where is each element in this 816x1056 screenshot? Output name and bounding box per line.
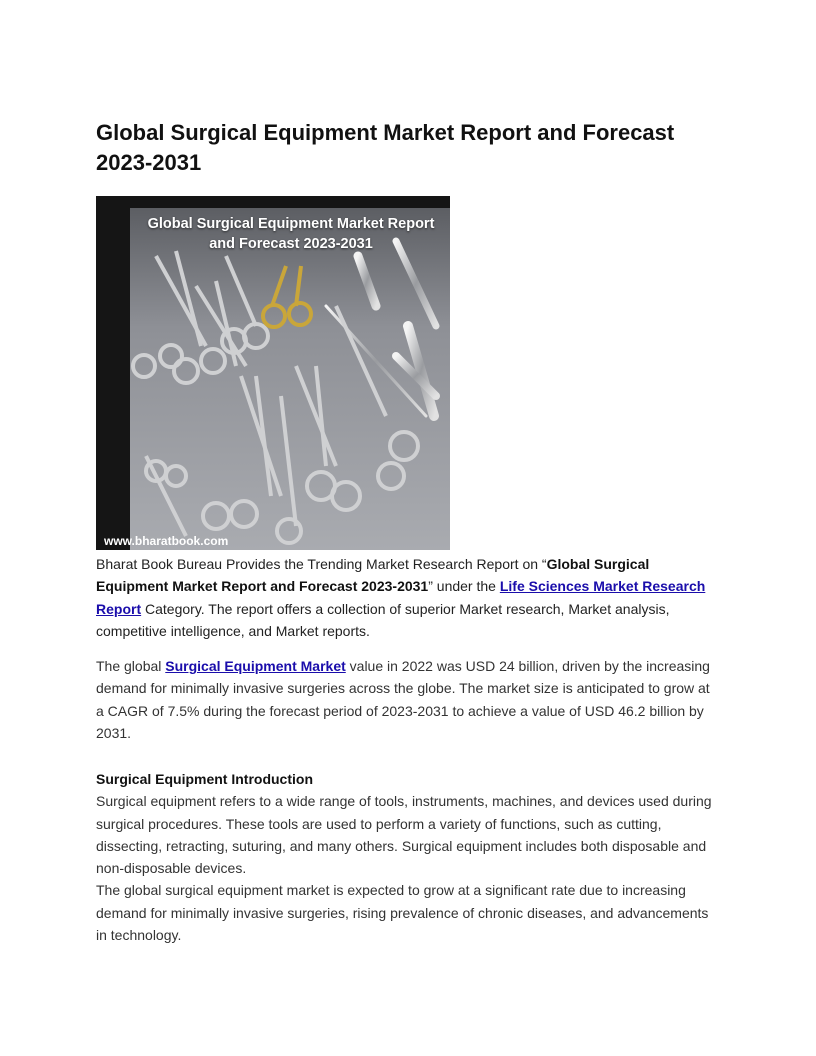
life-sciences-category-link[interactable]: Life Sciences Market Research Report [96, 578, 706, 617]
market-paragraph [96, 655, 720, 744]
page-title: Global Surgical Equipment Market Report and Forecast 2023-2031 [96, 120, 675, 175]
hero-image [96, 196, 450, 550]
hero-watermark: www.bharatbook.com [104, 534, 229, 548]
introduction-section [96, 768, 720, 946]
intro-report-title: Global Surgical Equipment Market Report and Forecast 2023-2031 [96, 556, 650, 595]
intro-paragraph [96, 553, 720, 642]
intro-text-2: ” under the [428, 578, 500, 595]
market-text-1: The global [96, 658, 166, 674]
intro-text-1: Bharat Book Bureau Provides the Trending Market Research Report on “ [96, 556, 547, 572]
surgical-equipment-market-link[interactable]: Surgical Equipment Market [165, 658, 346, 674]
intro-text-3: Category. The report offers a collection of superior Market research, Market analysis, competitive intelligence, and Market reports. [96, 600, 670, 639]
introduction-paragraph-2: The global surgical equipment market is expected to grow at a significant rate due to increasing demand for minimally invasive surgeries, rising prevalence of chronic diseases, and advancements in technology. [96, 882, 709, 944]
market-text-2: value in 2022 was USD 24 billion, driven by the increasing demand for minimally invasive surgeries across the globe. The market size is anticipated to grow at a CAGR of 7.5% during the forecast period of 2023-2031 to achieve a value of USD 46.2 billion by 2031. [96, 658, 710, 741]
hero-image-title: Global Surgical Equipment Market Report and Forecast 2023-2031 [147, 216, 435, 252]
introduction-paragraph-1: Surgical equipment refers to a wide range of tools, instruments, machines, and devices used during surgical procedures. These tools are used to perform a variety of functions, such as cutting, dissecting, retracting, suturing, and many others. Surgical equipment includes both disposable and non-disposable devices. [96, 793, 712, 877]
section-heading: Surgical Equipment Introduction [96, 771, 313, 787]
